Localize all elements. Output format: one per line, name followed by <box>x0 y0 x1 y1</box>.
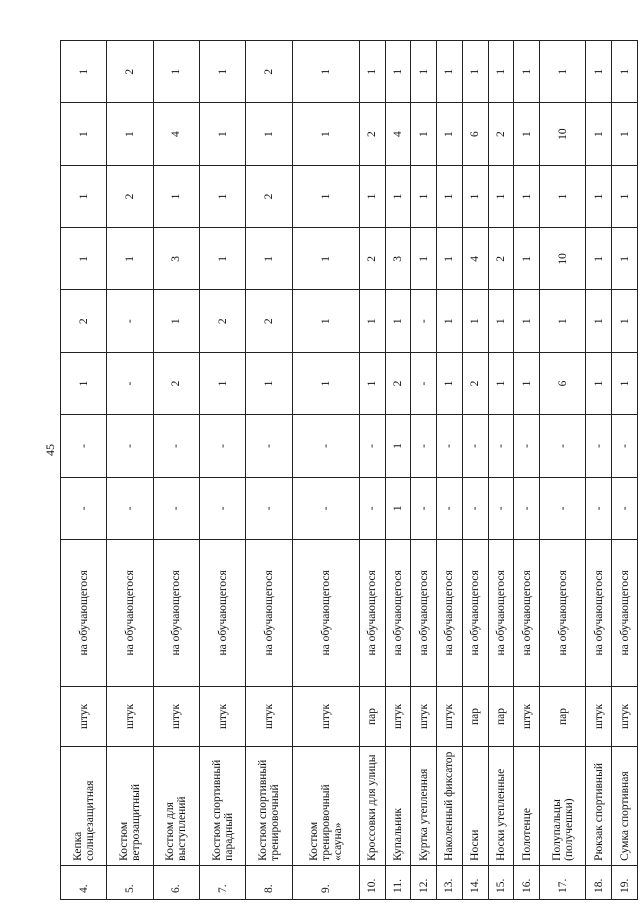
quantity-cell: 1 <box>61 41 107 103</box>
quantity-cell: 1 <box>437 165 463 227</box>
quantity-cell: 2 <box>462 352 488 414</box>
quantity-cell: 6 <box>540 352 586 414</box>
quantity-cell: 1 <box>586 103 612 165</box>
quantity-cell: - <box>359 415 385 477</box>
quantity-cell: 1 <box>612 352 638 414</box>
item-name: Костюм ветрозащитный <box>107 747 153 866</box>
item-name: Костюм для выступлений <box>153 747 199 866</box>
quantity-cell: 1 <box>462 290 488 352</box>
quantity-cell: - <box>153 477 199 539</box>
quantity-cell: 1 <box>612 41 638 103</box>
quantity-cell: 2 <box>246 290 292 352</box>
quantity-cell: 1 <box>488 165 514 227</box>
unit-of-measure: штук <box>153 686 199 746</box>
quantity-cell: 6 <box>462 103 488 165</box>
quantity-cell: 1 <box>385 41 411 103</box>
row-number: 17. <box>540 865 586 899</box>
quantity-cell: 3 <box>153 228 199 290</box>
unit-of-measure: штук <box>61 686 107 746</box>
quantity-cell: - <box>612 415 638 477</box>
quantity-cell: - <box>586 415 612 477</box>
calculation-unit: на обучающегося <box>153 539 199 686</box>
unit-of-measure: штук <box>586 686 612 746</box>
calculation-unit: на обучающегося <box>612 539 638 686</box>
quantity-cell: 1 <box>514 41 540 103</box>
quantity-cell: - <box>359 477 385 539</box>
quantity-cell: 10 <box>540 228 586 290</box>
quantity-cell: 1 <box>61 165 107 227</box>
table-row <box>586 41 612 900</box>
quantity-cell: 1 <box>292 352 359 414</box>
quantity-cell: 2 <box>385 352 411 414</box>
quantity-cell: 1 <box>200 352 246 414</box>
unit-of-measure: пар <box>462 686 488 746</box>
unit-of-measure: штук <box>246 686 292 746</box>
quantity-cell: 2 <box>61 290 107 352</box>
quantity-cell: 1 <box>385 165 411 227</box>
calculation-unit: на обучающегося <box>411 539 437 686</box>
quantity-cell: 1 <box>586 352 612 414</box>
quantity-cell: - <box>586 477 612 539</box>
quantity-cell: - <box>107 290 153 352</box>
row-number: 13. <box>437 865 463 899</box>
rotated-table-container <box>60 40 638 900</box>
quantity-cell: - <box>411 352 437 414</box>
quantity-cell: 1 <box>514 228 540 290</box>
quantity-cell: 1 <box>612 103 638 165</box>
quantity-cell: - <box>61 415 107 477</box>
quantity-cell: - <box>411 415 437 477</box>
quantity-cell: 1 <box>540 165 586 227</box>
quantity-cell: 1 <box>514 165 540 227</box>
quantity-cell: 1 <box>462 41 488 103</box>
quantity-cell: 1 <box>292 165 359 227</box>
row-number: 4. <box>61 865 107 899</box>
quantity-cell: - <box>612 477 638 539</box>
quantity-cell: 1 <box>488 41 514 103</box>
quantity-cell: 1 <box>540 290 586 352</box>
quantity-cell: 2 <box>200 290 246 352</box>
unit-of-measure: пар <box>488 686 514 746</box>
quantity-cell: 3 <box>385 228 411 290</box>
unit-of-measure: штук <box>385 686 411 746</box>
quantity-cell: 1 <box>200 165 246 227</box>
quantity-cell: 1 <box>411 165 437 227</box>
quantity-cell: 1 <box>61 352 107 414</box>
calculation-unit: на обучающегося <box>514 539 540 686</box>
quantity-cell: 1 <box>246 103 292 165</box>
quantity-cell: - <box>107 352 153 414</box>
item-name: Кроссовки для улицы <box>359 747 385 866</box>
quantity-cell: 2 <box>246 165 292 227</box>
row-number: 9. <box>292 865 359 899</box>
item-name: Рюкзак спортивный <box>586 747 612 866</box>
quantity-cell: 4 <box>153 103 199 165</box>
quantity-cell: 1 <box>437 103 463 165</box>
calculation-unit: на обучающегося <box>107 539 153 686</box>
quantity-cell: - <box>107 415 153 477</box>
calculation-unit: на обучающегося <box>385 539 411 686</box>
quantity-cell: 2 <box>107 165 153 227</box>
quantity-cell: - <box>246 477 292 539</box>
table-row <box>488 41 514 900</box>
unit-of-measure: пар <box>359 686 385 746</box>
quantity-cell: 1 <box>385 477 411 539</box>
row-number: 12. <box>411 865 437 899</box>
table-row <box>437 41 463 900</box>
quantity-cell: - <box>488 477 514 539</box>
unit-of-measure: пар <box>540 686 586 746</box>
quantity-cell: - <box>540 477 586 539</box>
calculation-unit: на обучающегося <box>200 539 246 686</box>
quantity-cell: 2 <box>488 228 514 290</box>
quantity-cell: 1 <box>359 165 385 227</box>
quantity-cell: 2 <box>488 103 514 165</box>
quantity-cell: 1 <box>153 290 199 352</box>
quantity-cell: 1 <box>359 290 385 352</box>
quantity-cell: - <box>153 415 199 477</box>
table-row <box>246 41 292 900</box>
table-row <box>153 41 199 900</box>
quantity-cell: 1 <box>488 352 514 414</box>
quantity-cell: 1 <box>200 41 246 103</box>
quantity-cell: 1 <box>292 290 359 352</box>
row-number: 16. <box>514 865 540 899</box>
quantity-cell: 1 <box>437 352 463 414</box>
quantity-cell: 1 <box>586 165 612 227</box>
quantity-cell: - <box>292 415 359 477</box>
unit-of-measure: штук <box>200 686 246 746</box>
calculation-unit: на обучающегося <box>540 539 586 686</box>
row-number: 10. <box>359 865 385 899</box>
quantity-cell: 1 <box>612 228 638 290</box>
row-number: 7. <box>200 865 246 899</box>
quantity-cell: - <box>411 290 437 352</box>
quantity-cell: 1 <box>612 165 638 227</box>
row-number: 14. <box>462 865 488 899</box>
table-row <box>292 41 359 900</box>
quantity-cell: - <box>292 477 359 539</box>
quantity-cell: 2 <box>107 41 153 103</box>
quantity-cell: 1 <box>514 103 540 165</box>
table-row <box>540 41 586 900</box>
quantity-cell: 1 <box>514 290 540 352</box>
quantity-cell: - <box>437 415 463 477</box>
quantity-cell: 2 <box>153 352 199 414</box>
quantity-cell: - <box>107 477 153 539</box>
page-number: 45 <box>43 444 57 456</box>
quantity-cell: 1 <box>437 41 463 103</box>
quantity-cell: - <box>200 477 246 539</box>
table-row <box>411 41 437 900</box>
quantity-cell: 1 <box>359 352 385 414</box>
item-name: Носки <box>462 747 488 866</box>
quantity-cell: 1 <box>514 352 540 414</box>
quantity-cell: 1 <box>437 228 463 290</box>
table-row <box>200 41 246 900</box>
quantity-cell: - <box>246 415 292 477</box>
table-row <box>107 41 153 900</box>
quantity-cell: 2 <box>359 228 385 290</box>
quantity-cell: - <box>514 477 540 539</box>
item-name: Костюм спортивный тренировочный <box>246 747 292 866</box>
quantity-cell: 1 <box>385 415 411 477</box>
unit-of-measure: штук <box>292 686 359 746</box>
item-name: Костюм тренировочный «сауна» <box>292 747 359 866</box>
quantity-cell: - <box>488 415 514 477</box>
quantity-cell: - <box>61 477 107 539</box>
quantity-cell: 1 <box>488 290 514 352</box>
quantity-cell: 1 <box>540 41 586 103</box>
calculation-unit: на обучающегося <box>488 539 514 686</box>
quantity-cell: 2 <box>246 41 292 103</box>
quantity-cell: 1 <box>586 41 612 103</box>
calculation-unit: на обучающегося <box>437 539 463 686</box>
unit-of-measure: штук <box>514 686 540 746</box>
calculation-unit: на обучающегося <box>61 539 107 686</box>
quantity-cell: 10 <box>540 103 586 165</box>
quantity-cell: 1 <box>153 165 199 227</box>
quantity-cell: 1 <box>586 290 612 352</box>
quantity-cell: 1 <box>612 290 638 352</box>
table-row <box>514 41 540 900</box>
item-name: Купальник <box>385 747 411 866</box>
calculation-unit: на обучающегося <box>359 539 385 686</box>
item-name: Полупальцы (получешки) <box>540 747 586 866</box>
quantity-cell: 1 <box>359 41 385 103</box>
calculation-unit: на обучающегося <box>586 539 612 686</box>
quantity-cell: 1 <box>411 41 437 103</box>
table-wrapper <box>60 40 638 900</box>
item-name: Кепка солнцезащитная <box>61 747 107 866</box>
quantity-cell: - <box>540 415 586 477</box>
table-row <box>359 41 385 900</box>
quantity-cell: 1 <box>411 103 437 165</box>
row-number: 18. <box>586 865 612 899</box>
quantity-cell: 1 <box>411 228 437 290</box>
row-number: 11. <box>385 865 411 899</box>
calculation-unit: на обучающегося <box>246 539 292 686</box>
table-row <box>61 41 107 900</box>
unit-of-measure: штук <box>107 686 153 746</box>
quantity-cell: 1 <box>107 103 153 165</box>
row-number: 15. <box>488 865 514 899</box>
row-number: 19. <box>612 865 638 899</box>
quantity-cell: - <box>437 477 463 539</box>
quantity-cell: 1 <box>385 290 411 352</box>
equipment-table <box>60 40 638 900</box>
quantity-cell: 2 <box>359 103 385 165</box>
item-name: Куртка утепленная <box>411 747 437 866</box>
row-number: 6. <box>153 865 199 899</box>
quantity-cell: - <box>514 415 540 477</box>
quantity-cell: 1 <box>292 41 359 103</box>
quantity-cell: 1 <box>292 103 359 165</box>
quantity-cell: 1 <box>61 103 107 165</box>
quantity-cell: 4 <box>462 228 488 290</box>
quantity-cell: 1 <box>246 228 292 290</box>
quantity-cell: - <box>411 477 437 539</box>
calculation-unit: на обучающегося <box>292 539 359 686</box>
table-row <box>385 41 411 900</box>
item-name: Наколенный фиксатор <box>437 747 463 866</box>
unit-of-measure: штук <box>437 686 463 746</box>
quantity-cell: 1 <box>107 228 153 290</box>
quantity-cell: - <box>200 415 246 477</box>
quantity-cell: 1 <box>462 165 488 227</box>
row-number: 5. <box>107 865 153 899</box>
item-name: Носки утепленные <box>488 747 514 866</box>
unit-of-measure: штук <box>411 686 437 746</box>
quantity-cell: 1 <box>153 41 199 103</box>
item-name: Костюм спортивный парадный <box>200 747 246 866</box>
table-row <box>462 41 488 900</box>
calculation-unit: на обучающегося <box>462 539 488 686</box>
row-number: 8. <box>246 865 292 899</box>
quantity-cell: 1 <box>586 228 612 290</box>
quantity-cell: 1 <box>437 290 463 352</box>
quantity-cell: - <box>462 477 488 539</box>
quantity-cell: 1 <box>200 103 246 165</box>
item-name: Полотенце <box>514 747 540 866</box>
quantity-cell: - <box>462 415 488 477</box>
table-row <box>612 41 638 900</box>
unit-of-measure: штук <box>612 686 638 746</box>
quantity-cell: 1 <box>61 228 107 290</box>
quantity-cell: 1 <box>246 352 292 414</box>
quantity-cell: 4 <box>385 103 411 165</box>
quantity-cell: 1 <box>292 228 359 290</box>
quantity-cell: 1 <box>200 228 246 290</box>
item-name: Сумка спортивная <box>612 747 638 866</box>
